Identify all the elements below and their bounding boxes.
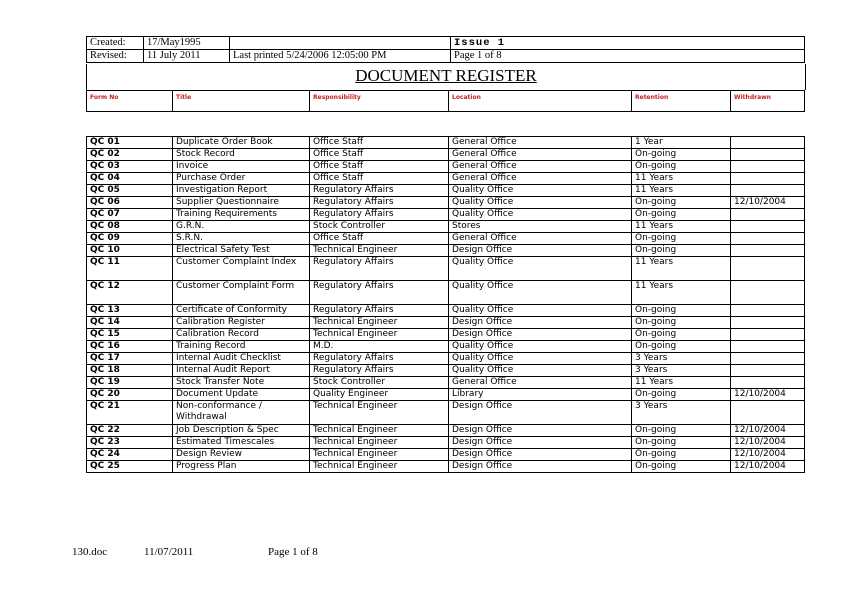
cell-title: Customer Complaint Index — [173, 257, 310, 281]
cell-location: General Office — [449, 149, 632, 161]
cell-title: Training Record — [173, 341, 310, 353]
cell-withdrawn — [731, 341, 805, 353]
cell-location: General Office — [449, 137, 632, 149]
cell-responsibility: Technical Engineer — [310, 425, 449, 437]
cell-retention: On-going — [632, 449, 731, 461]
cell-location: Quality Office — [449, 257, 632, 281]
table-row — [87, 149, 805, 161]
cell-responsibility: M.D. — [310, 341, 449, 353]
cell-withdrawn: 12/10/2004 — [731, 425, 805, 437]
table-row — [87, 257, 805, 281]
cell-retention: 3 Years — [632, 353, 731, 365]
cell-responsibility: Technical Engineer — [310, 449, 449, 461]
cell-withdrawn — [731, 245, 805, 257]
last-printed: Last printed 5/24/2006 12:05:00 PM — [230, 50, 451, 63]
cell-withdrawn — [731, 365, 805, 377]
cell-title: Non-conformance / Withdrawal — [173, 401, 310, 425]
cell-retention: On-going — [632, 161, 731, 173]
cell-retention: On-going — [632, 245, 731, 257]
cell-form-no: QC 06 — [87, 197, 173, 209]
cell-title: Electrical Safety Test — [173, 245, 310, 257]
cell-location: Design Office — [449, 461, 632, 473]
table-row — [87, 245, 805, 257]
cell-retention: On-going — [632, 209, 731, 221]
cell-retention: 11 Years — [632, 257, 731, 281]
cell-location: Design Office — [449, 245, 632, 257]
cell-responsibility: Quality Engineer — [310, 389, 449, 401]
cell-responsibility: Regulatory Affairs — [310, 185, 449, 197]
cell-responsibility: Office Staff — [310, 161, 449, 173]
cell-form-no: QC 15 — [87, 329, 173, 341]
cell-title: Customer Complaint Form — [173, 281, 310, 305]
column-header-title: Title — [173, 91, 310, 112]
cell-withdrawn: 12/10/2004 — [731, 461, 805, 473]
cell-title: Document Update — [173, 389, 310, 401]
cell-location: Quality Office — [449, 185, 632, 197]
cell-title: G.R.N. — [173, 221, 310, 233]
cell-withdrawn — [731, 149, 805, 161]
cell-form-no: QC 23 — [87, 437, 173, 449]
cell-withdrawn — [731, 257, 805, 281]
cell-location: Quality Office — [449, 281, 632, 305]
table-row — [87, 317, 805, 329]
cell-title: Internal Audit Checklist — [173, 353, 310, 365]
cell-responsibility: Regulatory Affairs — [310, 197, 449, 209]
cell-form-no: QC 11 — [87, 257, 173, 281]
table-row — [87, 305, 805, 317]
cell-withdrawn — [731, 221, 805, 233]
table-row — [87, 425, 805, 437]
cell-withdrawn — [731, 233, 805, 245]
table-row — [87, 185, 805, 197]
cell-form-no: QC 02 — [87, 149, 173, 161]
document-header — [86, 36, 805, 63]
cell-responsibility: Stock Controller — [310, 221, 449, 233]
cell-title: Certificate of Conformity — [173, 305, 310, 317]
cell-location: Design Office — [449, 401, 632, 425]
cell-location: General Office — [449, 161, 632, 173]
cell-withdrawn — [731, 377, 805, 389]
cell-title: Training Requirements — [173, 209, 310, 221]
footer-page: Page 1 of 8 — [268, 546, 318, 558]
cell-responsibility: Office Staff — [310, 173, 449, 185]
cell-withdrawn: 12/10/2004 — [731, 389, 805, 401]
cell-responsibility: Technical Engineer — [310, 401, 449, 425]
cell-withdrawn — [731, 305, 805, 317]
cell-title: Progress Plan — [173, 461, 310, 473]
table-row — [87, 173, 805, 185]
column-header-withdrawn: Withdrawn — [731, 91, 805, 112]
cell-withdrawn — [731, 281, 805, 305]
column-header-form-no: Form No — [87, 91, 173, 112]
cell-responsibility: Stock Controller — [310, 377, 449, 389]
cell-retention: 11 Years — [632, 185, 731, 197]
cell-form-no: QC 08 — [87, 221, 173, 233]
cell-location: Quality Office — [449, 197, 632, 209]
cell-responsibility: Regulatory Affairs — [310, 257, 449, 281]
cell-form-no: QC 07 — [87, 209, 173, 221]
column-header-retention: Retention — [632, 91, 731, 112]
cell-retention: On-going — [632, 329, 731, 341]
cell-form-no: QC 05 — [87, 185, 173, 197]
cell-form-no: QC 25 — [87, 461, 173, 473]
cell-withdrawn — [731, 329, 805, 341]
cell-title: Stock Record — [173, 149, 310, 161]
cell-location: Design Office — [449, 449, 632, 461]
cell-form-no: QC 04 — [87, 173, 173, 185]
cell-form-no: QC 12 — [87, 281, 173, 305]
cell-responsibility: Regulatory Affairs — [310, 305, 449, 317]
cell-form-no: QC 10 — [87, 245, 173, 257]
table-row — [87, 341, 805, 353]
title-row — [86, 64, 806, 90]
cell-retention: On-going — [632, 461, 731, 473]
register-table — [86, 136, 805, 473]
cell-responsibility: Regulatory Affairs — [310, 209, 449, 221]
cell-retention: On-going — [632, 425, 731, 437]
cell-responsibility: Technical Engineer — [310, 329, 449, 341]
cell-form-no: QC 20 — [87, 389, 173, 401]
cell-retention: 3 Years — [632, 401, 731, 425]
created-value: 17/May1995 — [144, 37, 230, 50]
cell-retention: On-going — [632, 149, 731, 161]
cell-location: Quality Office — [449, 341, 632, 353]
cell-title: Stock Transfer Note — [173, 377, 310, 389]
cell-retention: On-going — [632, 389, 731, 401]
cell-location: Stores — [449, 221, 632, 233]
cell-title: Job Description & Spec — [173, 425, 310, 437]
column-headers — [86, 90, 805, 112]
cell-form-no: QC 03 — [87, 161, 173, 173]
created-label: Created: — [87, 37, 144, 50]
cell-retention: 11 Years — [632, 281, 731, 305]
cell-responsibility: Technical Engineer — [310, 461, 449, 473]
cell-withdrawn: 12/10/2004 — [731, 197, 805, 209]
cell-location: General Office — [449, 233, 632, 245]
cell-responsibility: Office Staff — [310, 137, 449, 149]
cell-location: General Office — [449, 173, 632, 185]
cell-title: Internal Audit Report — [173, 365, 310, 377]
cell-form-no: QC 09 — [87, 233, 173, 245]
cell-form-no: QC 22 — [87, 425, 173, 437]
page-title: DOCUMENT REGISTER — [355, 66, 537, 85]
table-row — [87, 377, 805, 389]
cell-location: Design Office — [449, 425, 632, 437]
issue-number: Issue 1 — [451, 37, 805, 50]
cell-withdrawn — [731, 173, 805, 185]
cell-retention: On-going — [632, 233, 731, 245]
cell-title: Design Review — [173, 449, 310, 461]
cell-withdrawn — [731, 401, 805, 425]
cell-withdrawn — [731, 209, 805, 221]
cell-location: Quality Office — [449, 305, 632, 317]
table-row — [87, 353, 805, 365]
cell-withdrawn — [731, 161, 805, 173]
cell-withdrawn — [731, 353, 805, 365]
cell-responsibility: Regulatory Affairs — [310, 353, 449, 365]
cell-title: Calibration Register — [173, 317, 310, 329]
footer-date: 11/07/2011 — [144, 546, 194, 558]
cell-location: General Office — [449, 377, 632, 389]
table-row — [87, 401, 805, 425]
cell-retention: On-going — [632, 317, 731, 329]
table-row — [87, 389, 805, 401]
table-row — [87, 137, 805, 149]
cell-responsibility: Office Staff — [310, 149, 449, 161]
footer-filename: 130.doc — [72, 546, 108, 558]
revised-label: Revised: — [87, 50, 144, 63]
cell-retention: 3 Years — [632, 365, 731, 377]
cell-location: Design Office — [449, 329, 632, 341]
cell-title: Purchase Order — [173, 173, 310, 185]
cell-location: Library — [449, 389, 632, 401]
cell-location: Design Office — [449, 317, 632, 329]
cell-retention: 11 Years — [632, 173, 731, 185]
cell-retention: 1 Year — [632, 137, 731, 149]
cell-form-no: QC 24 — [87, 449, 173, 461]
table-row — [87, 197, 805, 209]
cell-responsibility: Office Staff — [310, 233, 449, 245]
cell-withdrawn — [731, 137, 805, 149]
cell-withdrawn — [731, 317, 805, 329]
cell-form-no: QC 01 — [87, 137, 173, 149]
cell-responsibility: Technical Engineer — [310, 245, 449, 257]
cell-form-no: QC 21 — [87, 401, 173, 425]
cell-form-no: QC 18 — [87, 365, 173, 377]
cell-retention: 11 Years — [632, 221, 731, 233]
cell-retention: On-going — [632, 305, 731, 317]
table-row — [87, 233, 805, 245]
table-row — [87, 209, 805, 221]
cell-title: Invoice — [173, 161, 310, 173]
table-row — [87, 461, 805, 473]
table-row — [87, 161, 805, 173]
cell-title: S.R.N. — [173, 233, 310, 245]
table-row — [87, 329, 805, 341]
table-row — [87, 449, 805, 461]
cell-responsibility: Regulatory Affairs — [310, 281, 449, 305]
cell-responsibility: Technical Engineer — [310, 317, 449, 329]
cell-retention: 11 Years — [632, 377, 731, 389]
cell-retention: On-going — [632, 341, 731, 353]
cell-withdrawn: 12/10/2004 — [731, 449, 805, 461]
page-indicator: Page 1 of 8 — [451, 50, 805, 63]
cell-form-no: QC 14 — [87, 317, 173, 329]
cell-title: Estimated Timescales — [173, 437, 310, 449]
cell-title: Duplicate Order Book — [173, 137, 310, 149]
cell-withdrawn — [731, 185, 805, 197]
cell-withdrawn: 12/10/2004 — [731, 437, 805, 449]
cell-form-no: QC 13 — [87, 305, 173, 317]
cell-title: Supplier Questionnaire — [173, 197, 310, 209]
column-header-responsibility: Responsibility — [310, 91, 449, 112]
cell-form-no: QC 16 — [87, 341, 173, 353]
table-row — [87, 221, 805, 233]
cell-location: Quality Office — [449, 365, 632, 377]
cell-retention: On-going — [632, 197, 731, 209]
column-header-location: Location — [449, 91, 632, 112]
cell-title: Calibration Record — [173, 329, 310, 341]
cell-retention: On-going — [632, 437, 731, 449]
cell-location: Quality Office — [449, 209, 632, 221]
cell-location: Design Office — [449, 437, 632, 449]
cell-title: Investigation Report — [173, 185, 310, 197]
cell-responsibility: Regulatory Affairs — [310, 365, 449, 377]
cell-location: Quality Office — [449, 353, 632, 365]
table-row — [87, 281, 805, 305]
table-row — [87, 437, 805, 449]
revised-value: 11 July 2011 — [144, 50, 230, 63]
cell-form-no: QC 19 — [87, 377, 173, 389]
cell-responsibility: Technical Engineer — [310, 437, 449, 449]
cell-form-no: QC 17 — [87, 353, 173, 365]
table-row — [87, 365, 805, 377]
